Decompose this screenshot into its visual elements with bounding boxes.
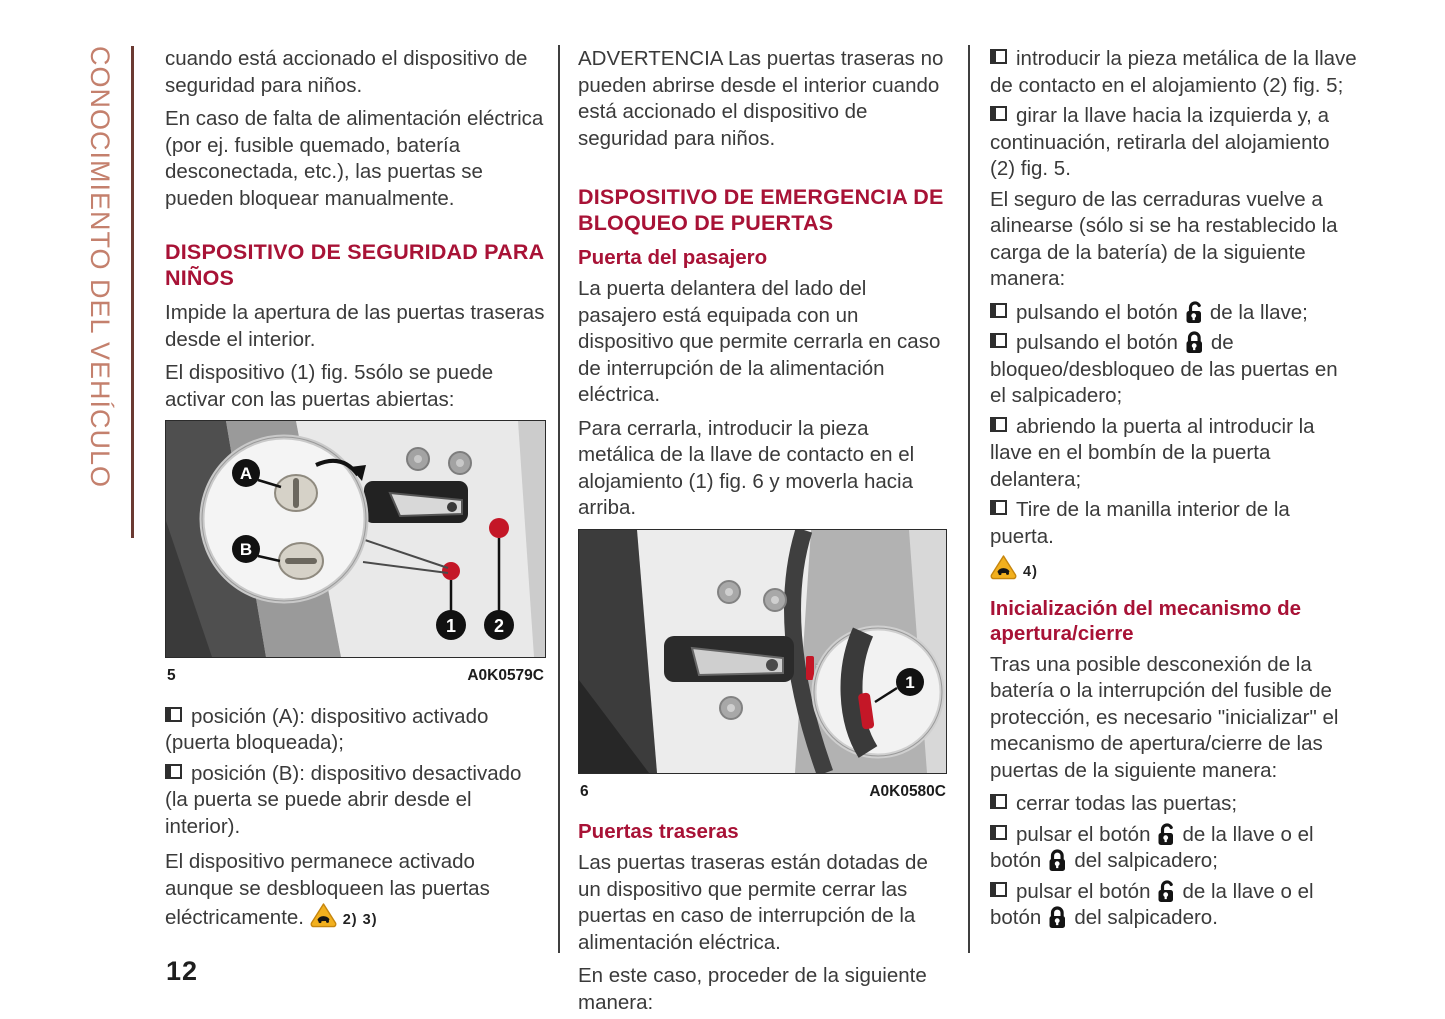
list-item-text: cerrar todas las puertas; [1016, 792, 1238, 815]
list-item [165, 704, 546, 757]
bullet-square-icon [165, 764, 182, 779]
paragraph: La puerta delantera del lado del pasajero está equipada con un dispositivo que permite cerrarla en caso de interrupción de la alimentación eléctrica. [578, 277, 941, 406]
paragraph: cuando está accionado el dispositivo de seguridad para niños. [165, 47, 528, 97]
bullet-square-icon [990, 303, 1007, 318]
lock-closed-icon [1046, 848, 1069, 872]
list-item [990, 330, 1358, 410]
bullet-square-icon [990, 417, 1007, 432]
paragraph [165, 849, 546, 934]
lock-closed-icon [1046, 905, 1069, 929]
figure-label-a: A [239, 464, 253, 483]
bullet-square-icon [990, 794, 1007, 809]
paragraph: El seguro de las cerraduras vuelve a alinearse (sólo si se ha restablecido la carga de la batería) de la siguiente manera: [990, 187, 1338, 290]
list-item-text: del salpicadero; [1074, 849, 1218, 872]
paragraph: Impide la apertura de las puertas traseras desde el interior. [165, 301, 545, 351]
list-item-text: de bloqueo/desbloqueo de las puertas en el salpicadero; [990, 331, 1338, 407]
bullet-square-icon [990, 333, 1007, 348]
page-number: 12 [166, 956, 199, 986]
list-item [990, 46, 1358, 99]
bullet-square-icon [990, 882, 1007, 897]
figure-caption [167, 663, 544, 690]
paragraph: En caso de falta de alimentación eléctrica (por ej. fusible quemado, batería desconectada, etc.), las puertas se pueden bloquear manualmente. [165, 107, 544, 210]
bullet-square-icon [165, 707, 182, 722]
list-item [990, 414, 1358, 494]
sub-heading: Puerta del pasajero [578, 246, 768, 269]
list-item-text: abriendo la puerta al introducir la llave en el bombín de la puerta delantera; [990, 414, 1315, 491]
footnote-refs: 4) [1023, 564, 1038, 580]
list-item [165, 761, 546, 841]
paragraph: En este caso, proceder de la siguiente manera: [578, 964, 927, 1014]
column-1 [165, 46, 546, 941]
list-item-text: girar la llave hacia la izquierda y, a continuación, retirarla del alojamiento (2) fig. 5. [990, 104, 1330, 180]
footnote-refs: 2) 3) [342, 912, 378, 928]
bullet-square-icon [990, 500, 1007, 515]
warning-car-icon [990, 554, 1017, 580]
list-item-text: introducir la pieza metálica de la llave de contacto en el alojamiento (2) fig. 5; [990, 47, 1357, 97]
list-item-text: pulsar el botón [1016, 822, 1151, 846]
list-item-text: de la llave; [1209, 300, 1308, 324]
figure-callout-1: 1 [445, 616, 457, 636]
list-item-text: posición (A): dispositivo activado (puerta bloqueada); [165, 704, 489, 754]
list-item-text: pulsando el botón [1016, 300, 1178, 324]
bullet-square-icon [990, 49, 1007, 64]
list-item-text: de la llave o el botón [990, 822, 1314, 872]
list-item [990, 791, 1358, 818]
figure-caption [580, 779, 946, 806]
paragraph: Las puertas traseras están dotadas de un dispositivo que permite cerrar las puertas en caso de interrupción de la alimentación eléctrica. [578, 851, 928, 954]
list-item [990, 879, 1358, 932]
list-item-text: del salpicadero. [1074, 906, 1218, 929]
list-item [990, 822, 1358, 875]
paragraph: Tras una posible desconexión de la batería o la interrupción del fusible de protección, es necesario "inicializar" el mecanismo de apertura/cierre de las puertas de la siguiente manera: [990, 652, 1339, 782]
column-2 [578, 46, 948, 1019]
bullet-square-icon [990, 106, 1007, 121]
column-divider [968, 45, 970, 953]
list-item [990, 103, 1358, 183]
door-latch-photo [578, 529, 947, 774]
list-item [990, 300, 1358, 327]
lock-open-icon [1155, 822, 1177, 846]
list-item-text: pulsando el botón [1016, 331, 1178, 354]
section-heading: DISPOSITIVO DE SEGURIDAD PARA NIÑOS [165, 240, 544, 290]
list-item-text: posición (B): dispositivo desactivado (la puerta se puede abrir desde el interior). [165, 761, 522, 838]
lock-open-icon [1183, 300, 1205, 324]
bullet-square-icon [990, 825, 1007, 840]
paragraph: El dispositivo (1) fig. 5sólo se puede activar con las puertas abiertas: [165, 361, 494, 411]
figure-5 [165, 420, 546, 690]
figure-code: A0K0580C [869, 782, 946, 800]
list-item [990, 497, 1358, 550]
column-3 [990, 46, 1358, 936]
lock-open-icon [1155, 879, 1177, 903]
list-item-text: de la llave o el botón [990, 879, 1314, 929]
door-lock-photo [165, 420, 546, 658]
section-heading: DISPOSITIVO DE EMERGENCIA DE BLOQUEO DE PUERTAS [578, 185, 944, 235]
list-item-text: pulsar el botón [1016, 879, 1151, 903]
paragraph: ADVERTENCIA Las puertas traseras no pueden abrirse desde el interior cuando está accionado el dispositivo de seguridad para niños. [578, 47, 944, 150]
sub-heading: Puertas traseras [578, 820, 739, 843]
chapter-sidebar-title: CONOCIMIENTO DEL VEHÍCULO [85, 46, 115, 489]
footnote-line [990, 554, 1358, 586]
paragraph-text: El dispositivo permanece activado aunque se desbloqueen las puertas eléctricamente. [165, 850, 490, 929]
lock-closed-icon [1183, 330, 1206, 354]
sidebar-rule [131, 46, 134, 538]
sub-heading: Inicialización del mecanismo de apertura/cierre [990, 596, 1302, 645]
figure-callout-1: 1 [905, 672, 915, 692]
column-divider [558, 45, 560, 953]
figure-number: 6 [580, 782, 589, 800]
warning-car-icon [310, 902, 337, 928]
figure-number: 5 [167, 667, 176, 684]
figure-code: A0K0579C [467, 667, 544, 684]
list-item-text: Tire de la manilla interior de la puerta. [990, 498, 1290, 548]
figure-callout-2: 2 [493, 616, 505, 636]
figure-label-b: B [239, 540, 253, 559]
paragraph: Para cerrarla, introducir la pieza metálica de la llave de contacto en el alojamiento (1) fig. 6 y moverla hacia arriba. [578, 416, 915, 519]
figure-6 [578, 529, 948, 806]
